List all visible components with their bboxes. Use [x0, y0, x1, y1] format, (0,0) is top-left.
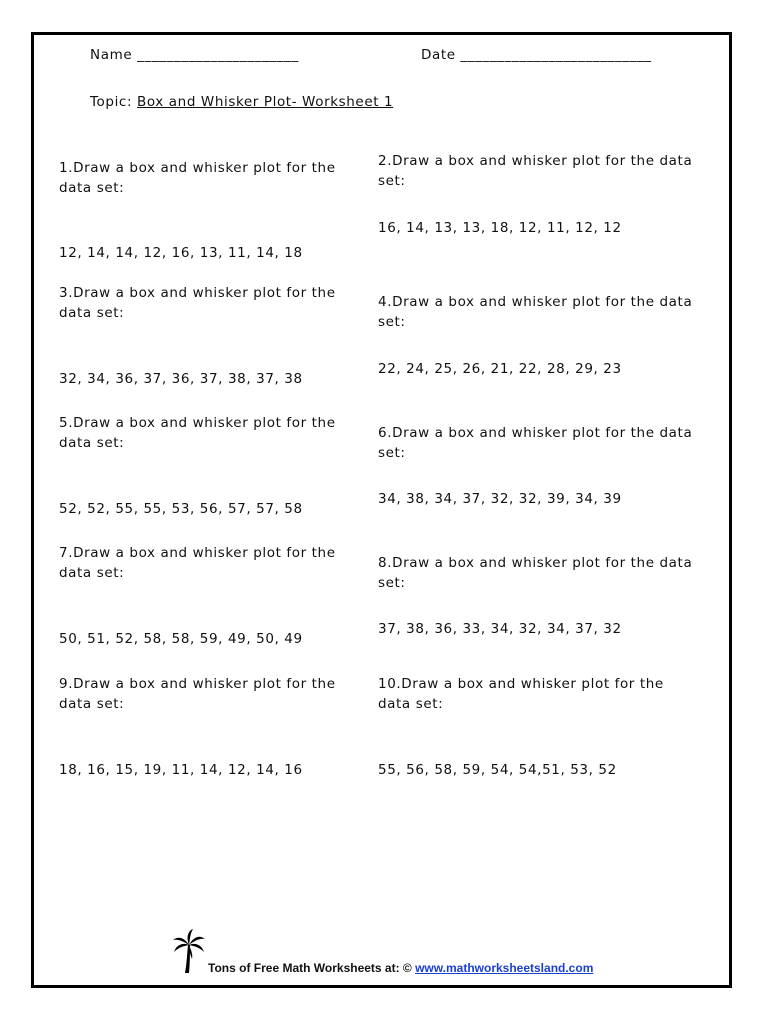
question-4-prompt: 4.Draw a box and whisker plot for the data set:	[378, 294, 693, 330]
topic-title: Box and Whisker Plot- Worksheet 1	[137, 94, 394, 110]
question-6-prompt: 6.Draw a box and whisker plot for the data set:	[378, 425, 693, 461]
question-7-data: 50, 51, 52, 58, 58, 59, 49, 50, 49	[59, 631, 303, 647]
footer	[172, 928, 612, 978]
question-9-data: 18, 16, 15, 19, 11, 14, 12, 14, 16	[59, 762, 303, 778]
question-3-data: 32, 34, 36, 37, 36, 37, 38, 37, 38	[59, 371, 303, 387]
topic-prefix: Topic:	[90, 94, 137, 110]
question-10-prompt: 10.Draw a box and whisker plot for the data set:	[378, 676, 664, 712]
footer-caption: Tons of Free Math Worksheets at: ©	[208, 961, 416, 975]
topic-line	[90, 94, 393, 110]
question-5-data: 52, 52, 55, 55, 53, 56, 57, 57, 58	[59, 501, 303, 517]
name-field: Name ______________________	[90, 47, 299, 63]
date-field: Date __________________________	[421, 47, 652, 63]
website-link[interactable]: www.mathworksheetsland.com	[415, 961, 594, 975]
question-7-prompt: 7.Draw a box and whisker plot for the data set:	[59, 545, 336, 581]
question-1-data: 12, 14, 14, 12, 16, 13, 11, 14, 18	[59, 245, 303, 261]
question-8-prompt: 8.Draw a box and whisker plot for the data set:	[378, 555, 693, 591]
question-3-prompt: 3.Draw a box and whisker plot for the data set:	[59, 285, 336, 321]
question-8-data: 37, 38, 36, 33, 34, 32, 34, 37, 32	[378, 621, 622, 637]
palm-tree-icon	[172, 928, 206, 974]
question-4-data: 22, 24, 25, 26, 21, 22, 28, 29, 23	[378, 361, 622, 377]
question-10-data: 55, 56, 58, 59, 54, 54,51, 53, 52	[378, 762, 617, 778]
question-6-data: 34, 38, 34, 37, 32, 32, 39, 34, 39	[378, 491, 622, 507]
question-2-data: 16, 14, 13, 13, 18, 12, 11, 12, 12	[378, 220, 622, 236]
question-5-prompt: 5.Draw a box and whisker plot for the data set:	[59, 415, 336, 451]
question-2-prompt: 2.Draw a box and whisker plot for the data set:	[378, 153, 693, 189]
question-1-prompt: 1.Draw a box and whisker plot for the data set:	[59, 160, 336, 196]
footer-text	[208, 961, 593, 975]
question-9-prompt: 9.Draw a box and whisker plot for the data set:	[59, 676, 336, 712]
